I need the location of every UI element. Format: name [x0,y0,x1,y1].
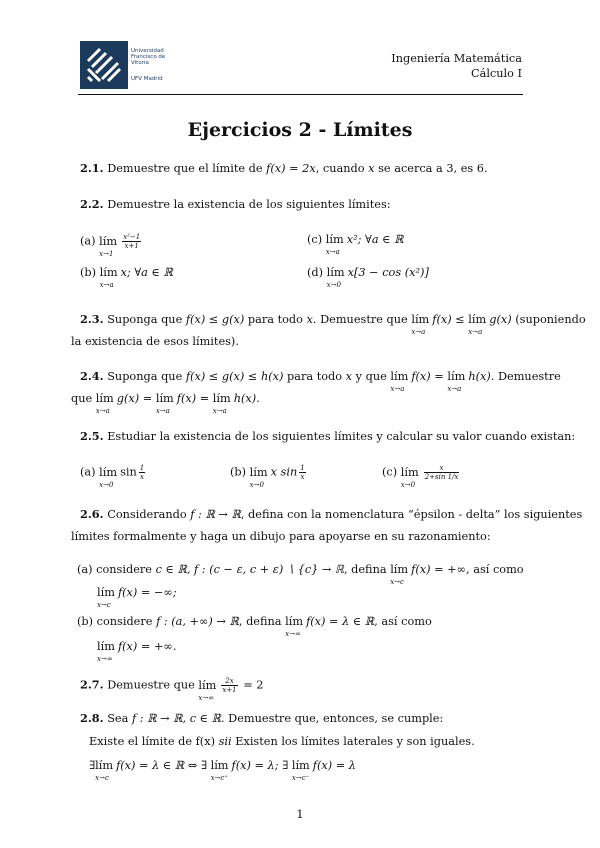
header-rule [78,94,523,95]
exercise-2-6-b: (b) considere f : (a, +∞) → ℝ, defina lím x→∞ f(x) = λ ∈ ℝ, así como [77,615,432,638]
exercise-number: 2.8. [80,711,104,725]
exercise-2-8-equivalence: ∃lím x→c f(x) = λ ∈ ℝ ⇔ ∃ lím x→c⁺ f(x) = λ; ∃ lím x→c⁻ f(x) = λ [89,759,356,782]
exercise-2-3: 2.3. Suponga que f(x) ≤ g(x) para todo x. Demuestre que lím x→a f(x) ≤ lím x→a g(x) (suponiendo [80,312,586,336]
exercise-2-4-line2: que lím x→a g(x) = lím x→a f(x) = lím x→a h(x). [71,392,260,415]
exercise-2-2-b: (b) lím x→a x; ∀a ∈ ℝ [80,266,173,289]
exercise-2-7: 2.7. Demuestre que lím x→∞ $\frac{2x}{x+1}$ = 2 [80,677,264,702]
exercise-2-2-c: (c) lím x→a x²; ∀a ∈ ℝ [307,233,404,256]
exercise-number: 2.3. [80,312,104,326]
exercise-2-8-line2: Existe el límite de f(x) sii Existen los límites laterales y son iguales. [89,735,475,748]
exercise-2-6: 2.6. Considerando f : ℝ → ℝ, defina con la nomenclatura “épsilon - delta” los siguientes [80,507,583,521]
logo-mark-icon [80,41,128,89]
exercise-2-2-d: (d) lím x→0 x[3 − cos (x²)] [307,266,429,289]
exercise-number: 2.4. [80,369,104,383]
page-number: 1 [296,808,304,821]
header-subject: Ingeniería Matemática [391,52,522,65]
exercise-2-5-b: (b) lím x→0 x sin $\frac{1}{x}$ [230,464,305,489]
exercise-2-6-a: (a) considere c ∈ ℝ, f : (c − ε, c + ε) ∖ {c} → ℝ, defina lím x→c f(x) = +∞, así como [77,563,524,586]
logo-subtext: UFV Madrid [131,76,163,82]
exercise-number: 2.1. [80,161,104,175]
exercise-2-2: 2.2. Demuestre la existencia de los siguientes límites: [80,197,391,211]
exercise-number: 2.5. [80,429,104,443]
page-title: Ejercicios 2 - Límites [187,119,413,141]
exercise-2-3-line2: la existencia de esos límites). [71,335,239,348]
university-logo [80,41,128,89]
exercise-2-6-a-line2: lím x→c f(x) = −∞; [97,586,177,609]
exercise-number: 2.7. [80,677,104,692]
exercise-2-8: 2.8. Sea f : ℝ → ℝ, c ∈ ℝ. Demuestre que, entonces, se cumple: [80,711,444,725]
logo-text: Universidad Francisco de Vitoria [131,48,166,66]
exercise-2-5: 2.5. Estudiar la existencia de los siguientes límites y calcular su valor cuando existan: [80,429,576,443]
exercise-number: 2.2. [80,197,104,211]
exercise-2-4: 2.4. Suponga que f(x) ≤ g(x) ≤ h(x) para todo x y que lím x→a f(x) = lím x→a h(x). Demuestre [80,369,561,393]
exercise-number: 2.6. [80,507,104,521]
exercise-2-1: 2.1. Demuestre que el límite de f(x) = 2x, cuando x se acerca a 3, es 6. [80,161,488,175]
exercise-2-2-a: (a) lím x→1 $\frac{\text{x²−1}}{x+1}$ [80,233,141,258]
exercise-2-5-c: (c) lím x→0 $\frac{x}{2+\sin 1/x}$ [382,464,459,489]
exercise-2-6-line2: límites formalmente y haga un dibujo para apoyarse en su razonamiento: [71,530,491,543]
exercise-2-5-a: (a) lím x→0 sin $\frac{1}{x}$ [80,464,145,489]
exercise-2-6-b-line2: lím x→∞ f(x) = +∞. [97,640,177,663]
header-course: Cálculo I [470,67,522,80]
